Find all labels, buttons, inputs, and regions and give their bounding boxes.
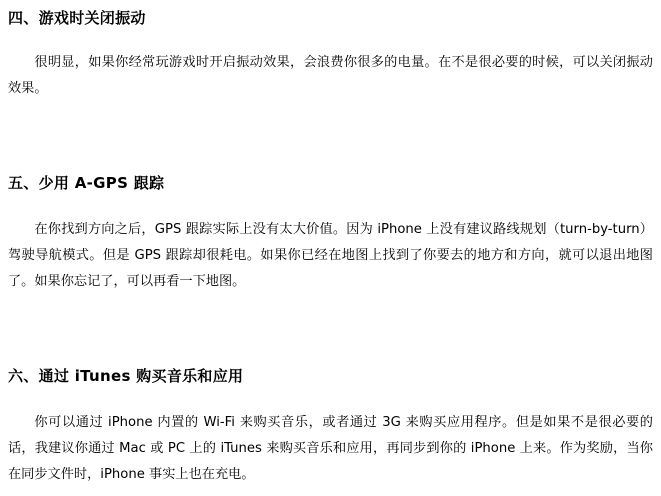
section-heading: 六、通过 iTunes 购买音乐和应用: [8, 367, 244, 385]
document-section: [8, 8, 653, 102]
section-paragraph: 你可以通过 iPhone 内置的 Wi-Fi 来购买音乐，或者通过 3G 来购买应用程序。但是如果不是很必要的话，我建议你通过 Mac 或 PC 上的 iTunes 来购买音乐和应用，再同步到你的 iPhone 上来。作为奖励，当你在同步文件时，iPhone 事实上也在充电。: [8, 415, 653, 482]
document-section: [8, 173, 653, 295]
section-paragraph: 在你找到方向之后，GPS 跟踪实际上没有太大价值。因为 iPhone 上没有建议路线规划（turn-by-turn）驾驶导航模式。但是 GPS 跟踪却很耗电。如果你已经在地图上找到了你要去的地方和方向，就可以退出地图了。如果你忘记了，可以再看一下地图。: [8, 222, 653, 289]
document-section: [8, 366, 653, 488]
section-heading: 五、少用 A-GPS 跟踪: [8, 174, 165, 192]
section-heading: 四、游戏时关闭振动: [8, 9, 146, 27]
section-paragraph: 很明显，如果你经常玩游戏时开启振动效果，会浪费你很多的电量。在不是很必要的时候，可以关闭振动效果。: [8, 55, 653, 96]
